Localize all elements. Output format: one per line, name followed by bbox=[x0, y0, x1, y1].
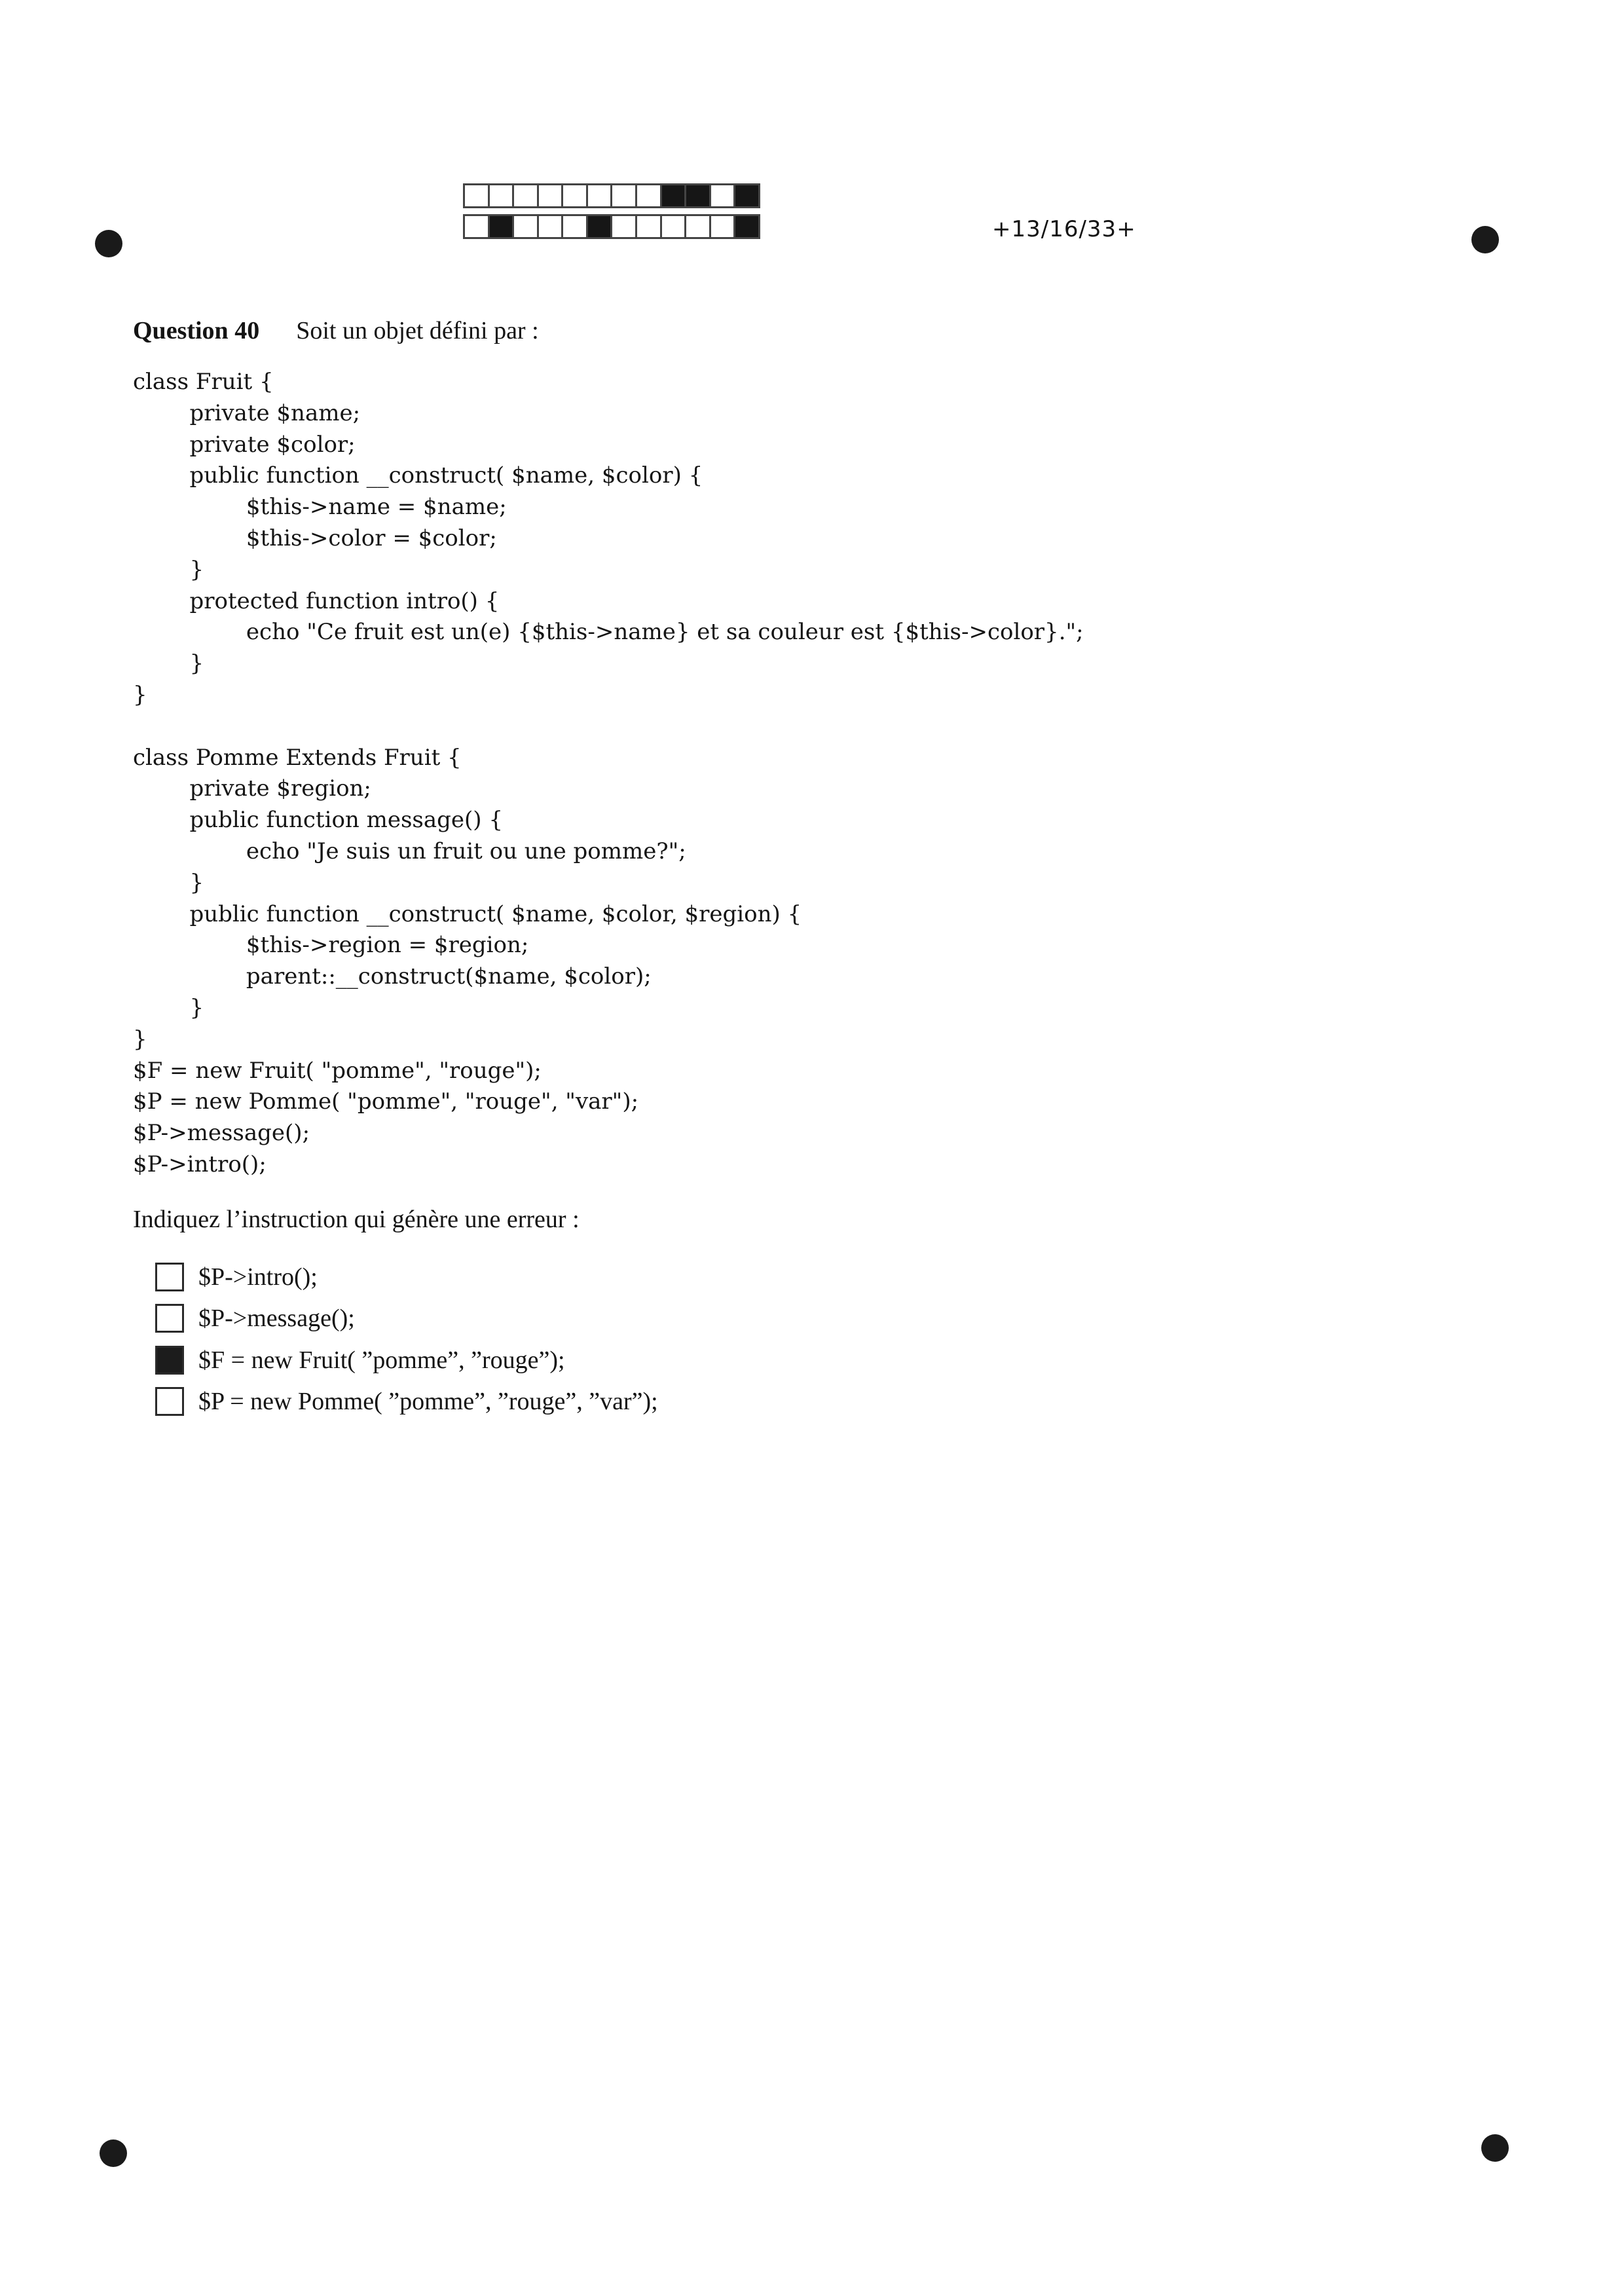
id-grid-cell bbox=[490, 185, 515, 206]
question-header bbox=[133, 316, 539, 345]
id-grid-cell bbox=[662, 185, 687, 206]
id-grid-cell bbox=[711, 216, 736, 237]
id-grid-cell bbox=[588, 185, 613, 206]
id-code-grid-row-2 bbox=[463, 214, 760, 239]
question-prompt: Indiquez l’instruction qui génère une erreur : bbox=[133, 1206, 580, 1233]
corner-mark-top-left bbox=[95, 230, 122, 257]
answer-options bbox=[155, 1256, 658, 1422]
id-grid-cell bbox=[514, 216, 539, 237]
answer-option[interactable] bbox=[155, 1339, 658, 1381]
id-grid-cell bbox=[735, 216, 758, 237]
checkbox[interactable] bbox=[155, 1346, 184, 1375]
id-grid-cell bbox=[637, 185, 662, 206]
id-grid-cell bbox=[539, 185, 564, 206]
id-grid-cell bbox=[514, 185, 539, 206]
id-grid-cell bbox=[637, 216, 662, 237]
id-grid-cell bbox=[735, 185, 758, 206]
question-label: Question 40 bbox=[133, 317, 260, 344]
id-grid-cell bbox=[686, 216, 711, 237]
id-grid-cell bbox=[612, 216, 637, 237]
code-block: class Fruit { private $name; private $color; public function __construct( $name, $color) { $this->name = $name; $this->color = $color; } protected function intro() { echo "Ce fruit est un(e) {$this->name} et sa couleur est {$this->color}."; } } class Pomme Extends Fruit { private $region; public function message() { echo "Je suis un fruit ou une pomme?"; } public function __construct( $name, $color, $region) { $this->region = $region; parent::__construct($name, $color); } } $F = new Fruit( "pomme", "rouge"); $P = new Pomme( "pomme", "rouge", "var"); $P->message(); $P->intro(); bbox=[133, 369, 1084, 1177]
id-grid-cell bbox=[662, 216, 687, 237]
question-text: Soit un objet défini par : bbox=[296, 317, 539, 344]
id-grid-cell bbox=[563, 185, 588, 206]
id-grid-cell bbox=[686, 185, 711, 206]
id-grid-cell bbox=[711, 185, 736, 206]
id-grid-cell bbox=[612, 185, 637, 206]
answer-option-label: $P = new Pomme( ”pomme”, ”rouge”, ”var”); bbox=[198, 1388, 658, 1416]
answer-option[interactable] bbox=[155, 1256, 658, 1298]
corner-mark-bottom-left bbox=[100, 2139, 127, 2167]
id-grid-cell bbox=[465, 216, 490, 237]
answer-option-label: $F = new Fruit( ”pomme”, ”rouge”); bbox=[198, 1346, 565, 1374]
answer-option-label: $P->intro(); bbox=[198, 1263, 318, 1291]
corner-mark-bottom-right bbox=[1481, 2134, 1509, 2162]
answer-option[interactable] bbox=[155, 1381, 658, 1423]
id-code-grid-row-1 bbox=[463, 183, 760, 208]
answer-option[interactable] bbox=[155, 1298, 658, 1340]
id-grid-cell bbox=[563, 216, 588, 237]
checkbox[interactable] bbox=[155, 1387, 184, 1416]
checkbox[interactable] bbox=[155, 1263, 184, 1291]
checkbox[interactable] bbox=[155, 1304, 184, 1333]
id-grid-cell bbox=[465, 185, 490, 206]
id-grid-cell bbox=[588, 216, 613, 237]
answer-option-label: $P->message(); bbox=[198, 1305, 355, 1333]
id-grid-cell bbox=[539, 216, 564, 237]
id-grid-cell bbox=[490, 216, 515, 237]
page-code: +13/16/33+ bbox=[992, 216, 1136, 242]
corner-mark-top-right bbox=[1471, 226, 1499, 253]
